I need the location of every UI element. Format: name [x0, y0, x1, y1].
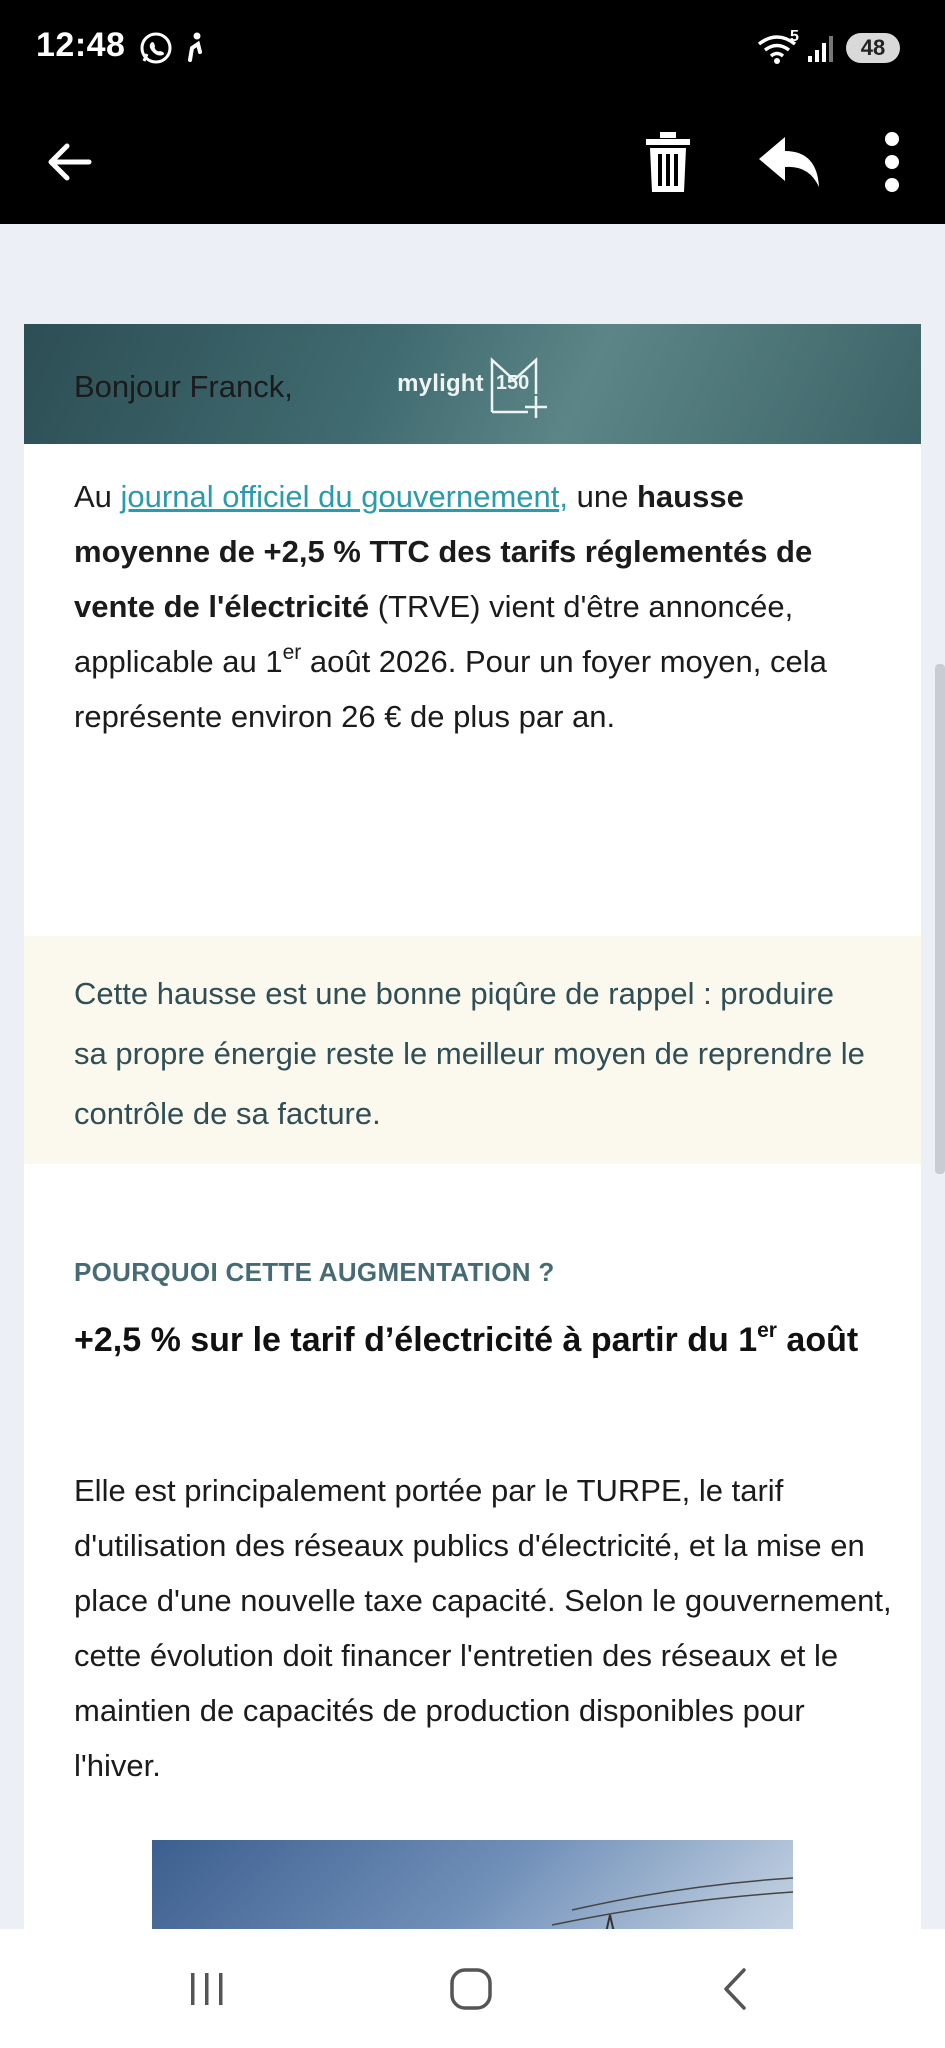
brand-number: 150	[495, 372, 530, 394]
brand-mark	[488, 354, 548, 414]
brand-logo	[397, 354, 548, 414]
system-back-button[interactable]	[700, 1959, 770, 2019]
section-label: POURQUOI CETTE AUGMENTATION ?	[74, 1257, 555, 1287]
email-body	[24, 324, 921, 1929]
activity-icon	[182, 30, 208, 71]
intro-paragraph	[74, 469, 884, 744]
reply-icon	[757, 135, 823, 189]
battery-indicator: 48	[846, 33, 900, 63]
recent-apps-icon	[187, 1969, 227, 2009]
article-image	[152, 1840, 793, 1929]
callout-text: Cette hausse est une bonne piqûre de rappel : produire sa propre énergie reste le meilleur moyen de reprendre le contrôle de sa facture.	[74, 976, 865, 1131]
reminder-callout	[24, 936, 921, 1164]
back-button[interactable]	[30, 122, 110, 202]
section-title-end: août	[776, 1321, 859, 1359]
email-content[interactable]	[0, 224, 945, 1929]
system-nav-bar	[0, 1929, 945, 2048]
reply-button[interactable]	[745, 120, 835, 204]
chevron-left-icon	[720, 1967, 750, 2011]
network-type-badge: 5	[790, 28, 799, 45]
section-title	[74, 1309, 874, 1371]
section-body: Elle est principalement portée par le TURPE, le tarif d'utilisation des réseaux publics d'électricité, et la mise en place d'une nouvelle taxe capacité. Selon le gouvernement, cette évolution doit financer l'entretien des réseaux et le maintien de capacités de production disponibles pour l'hiver.	[74, 1473, 892, 1783]
status-bar	[0, 0, 945, 100]
intro-end: août 2026. Pour un foyer moyen, cela représente environ 26 € de plus par an.	[74, 644, 827, 734]
email-toolbar	[0, 100, 945, 224]
section-title-superscript: er	[757, 1318, 777, 1342]
arrow-left-icon	[47, 142, 93, 182]
brand-wordmark: mylight	[397, 370, 484, 397]
whatsapp-icon	[138, 30, 174, 71]
intro-lead: Au	[74, 479, 121, 514]
home-icon	[449, 1967, 493, 2011]
trash-icon	[644, 130, 692, 194]
section-title-main: +2,5 % sur le tarif d’électricité à partir du 1	[74, 1321, 758, 1359]
intro-mid: (TRVE) vient d'être annoncée, applicable au 1	[74, 589, 794, 679]
intro-after-link: une	[568, 479, 637, 514]
scrollbar[interactable]	[935, 664, 945, 1174]
recent-apps-button[interactable]	[172, 1959, 242, 2019]
home-button[interactable]	[436, 1959, 506, 2019]
more-vert-icon	[882, 131, 902, 193]
signal-icon	[806, 34, 836, 69]
greeting: Bonjour Franck,	[74, 369, 293, 404]
delete-button[interactable]	[628, 120, 708, 204]
status-time: 12:48	[36, 26, 126, 64]
more-options-button[interactable]	[862, 120, 922, 204]
intro-highlight: hausse moyenne de +2,5 % TTC des tarifs réglementés de vente de l'électricité	[74, 479, 813, 624]
journal-officiel-link[interactable]: journal officiel du gouvernement,	[120, 479, 569, 514]
intro-superscript: er	[282, 640, 302, 664]
